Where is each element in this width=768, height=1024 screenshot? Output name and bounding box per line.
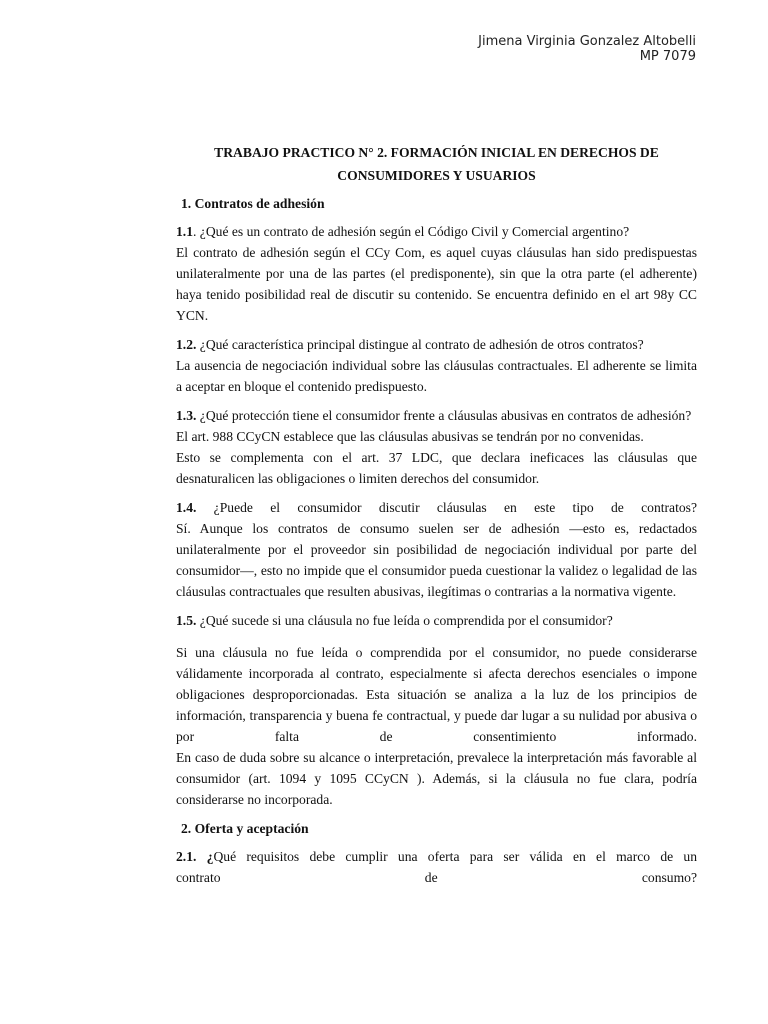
question-number: 1.2. bbox=[176, 337, 197, 352]
answer-text: El contrato de adhesión según el CCy Com, es aquel cuyas cláusulas han sido predispuestas unilateralmente por una de las partes (el predisponente), sin que la otra parte (el adherente) haya tenido posibilidad real de discutir su contenido. Se encuentra definido en el art 98y CC YCN. bbox=[176, 245, 697, 323]
question-text bbox=[176, 497, 697, 518]
question-1-1 bbox=[176, 221, 697, 326]
title-line-2: CONSUMIDORES Y USUARIOS bbox=[337, 168, 536, 183]
question-2-1 bbox=[176, 846, 697, 888]
question-number: 1.3. bbox=[176, 408, 197, 423]
answer-text: Sí. Aunque los contratos de consumo suelen ser de adhesión —esto es, redactados unilateralmente por el proveedor sin posibilidad de negociación individual por parte del consumidor—, esto no impide que el consumidor pueda cuestionar la validez o legalidad de las cláusulas contractuales que resulten abusivas, ilegítimas o contrarias a la normativa vigente. bbox=[176, 521, 697, 599]
question-1-2 bbox=[176, 334, 697, 397]
answer-text: Esto se complementa con el art. 37 LDC, que declara ineficaces las cláusulas que desnaturalicen las obligaciones o limiten derechos del consumidor. bbox=[176, 450, 697, 486]
answer-text: La ausencia de negociación individual sobre las cláusulas contractuales. El adherente se limita a aceptar en bloque el contenido predispuesto. bbox=[176, 358, 697, 394]
question-text bbox=[176, 610, 697, 631]
question-body: ¿Qué sucede si una cláusula no fue leída o comprendida por el consumidor? bbox=[196, 613, 613, 628]
question-body: ¿Qué protección tiene el consumidor frente a cláusulas abusivas en contratos de adhesión? bbox=[196, 408, 692, 423]
title-line-1: TRABAJO PRACTICO N° 2. FORMACIÓN INICIAL EN DERECHOS DE bbox=[214, 145, 659, 160]
question-body: ¿Puede el consumidor discutir cláusulas en este tipo de contratos? bbox=[196, 500, 697, 515]
author-name: Jimena Virginia Gonzalez Altobelli bbox=[478, 34, 696, 49]
question-1-4 bbox=[176, 497, 697, 602]
question-word: contrato bbox=[176, 870, 221, 885]
document-body bbox=[176, 141, 697, 896]
section-heading-1: 1. Contratos de adhesión bbox=[181, 196, 325, 211]
question-body: Qué requisitos debe cumplir una oferta para ser válida en el marco de un bbox=[213, 849, 697, 864]
question-text bbox=[176, 334, 697, 355]
section-heading-2: 2. Oferta y aceptación bbox=[181, 821, 309, 836]
question-text bbox=[176, 405, 697, 426]
question-body: . ¿Qué es un contrato de adhesión según el Código Civil y Comercial argentino? bbox=[193, 224, 630, 239]
question-text bbox=[176, 221, 697, 242]
question-number: 1.1 bbox=[176, 224, 193, 239]
document-header bbox=[478, 34, 696, 64]
answer-text: En caso de duda sobre su alcance o interpretación, prevalece la interpretación más favorable al consumidor (art. 1094 y 1095 CCyCN ). Además, si la cláusula no fue clara, podría considerarse no incorporada. bbox=[176, 750, 697, 807]
question-word: consumo? bbox=[641, 870, 697, 885]
question-text bbox=[176, 846, 697, 867]
question-open-mark: ¿ bbox=[196, 849, 214, 864]
question-text-continued bbox=[176, 867, 697, 888]
question-1-3 bbox=[176, 405, 697, 489]
question-number: 2.1. bbox=[176, 849, 197, 864]
question-number: 1.5. bbox=[176, 613, 197, 628]
question-1-5 bbox=[176, 610, 697, 810]
question-body: ¿Qué característica principal distingue al contrato de adhesión de otros contratos? bbox=[196, 337, 644, 352]
document-title bbox=[176, 141, 697, 187]
registration-number: MP 7079 bbox=[639, 49, 696, 64]
answer-text: El art. 988 CCyCN establece que las cláusulas abusivas se tendrán por no convenidas. bbox=[176, 429, 644, 444]
question-word: de bbox=[424, 870, 438, 885]
question-number: 1.4. bbox=[176, 500, 197, 515]
answer-text: Si una cláusula no fue leída o comprendida por el consumidor, no puede considerarse válidamente incorporada al contrato, especialmente si afecta derechos esenciales o impone obligaciones desproporcionadas. Esta situación se analiza a la luz de los principios de información, transparencia y buena fe contractual, y puede dar lugar a su nulidad por abusiva o por falta de consentimiento informado. bbox=[176, 645, 697, 744]
